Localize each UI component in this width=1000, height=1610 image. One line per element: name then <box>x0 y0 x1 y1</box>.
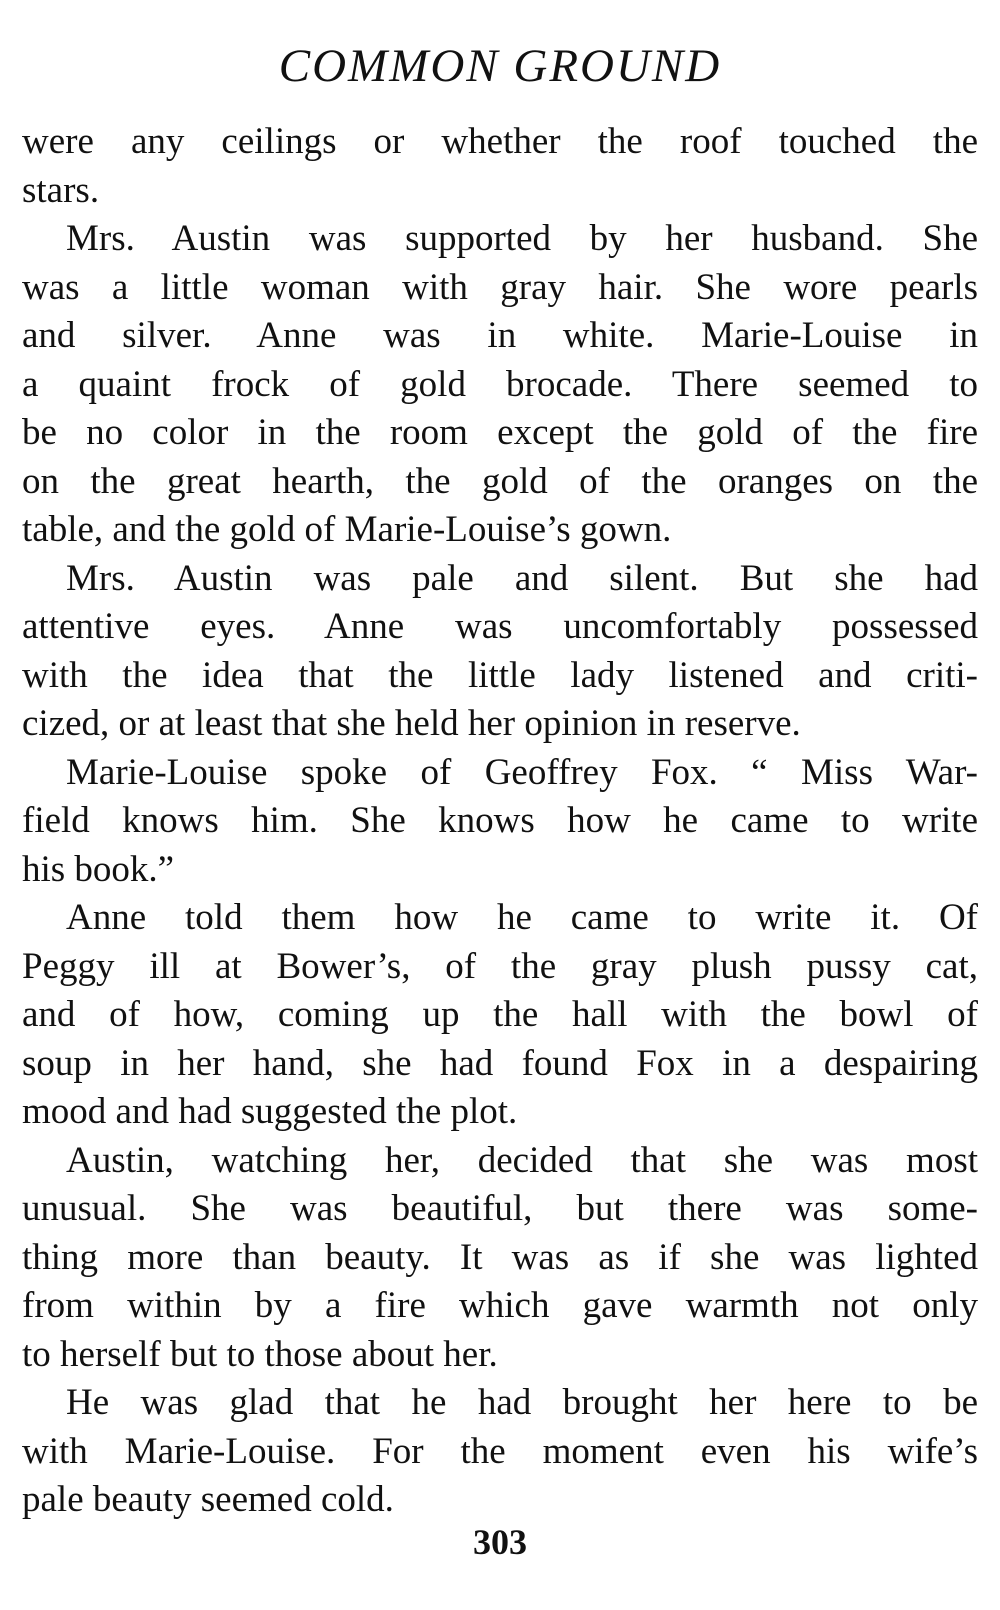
paragraph <box>22 1137 978 1380</box>
paragraph <box>22 215 978 555</box>
text-line: and silver. Anne was in white. Marie-Louise in <box>22 315 978 356</box>
text-line: be no color in the room except the gold of the fire <box>22 412 978 453</box>
text-line: from within by a fire which gave warmth not only <box>22 1285 978 1326</box>
text-line: were any ceilings or whether the roof touched the <box>22 121 978 162</box>
text-line: Mrs. Austin was pale and silent. But she had <box>66 557 978 599</box>
paragraph <box>22 749 978 895</box>
text-line: on the great hearth, the gold of the oranges on the <box>22 460 978 502</box>
paragraph-list <box>22 118 978 1525</box>
body-text <box>22 118 978 1525</box>
text-line: his book.” <box>22 848 175 890</box>
text-line: pale beauty seemed cold. <box>22 1479 394 1520</box>
text-line: Marie-Louise spoke of Geoffrey Fox. “ Miss War- <box>66 751 978 793</box>
text-line: stars. <box>22 169 100 211</box>
text-line: table, and the gold of Marie-Louise’s gown. <box>22 509 672 550</box>
text-line: unusual. She was beautiful, but there was some- <box>22 1188 978 1229</box>
text-line: with the idea that the little lady listened and criti- <box>22 654 978 696</box>
text-line: cized, or at least that she held her opinion in reserve. <box>22 703 801 744</box>
text-line: Anne told them how he came to write it. Of <box>66 897 978 938</box>
text-line: He was glad that he had brought her here to be <box>66 1382 978 1423</box>
page-number: 303 <box>473 1522 527 1562</box>
text-line: attentive eyes. Anne was uncomfortably possessed <box>22 606 978 647</box>
text-line: mood and had suggested the plot. <box>22 1091 518 1132</box>
paragraph <box>22 1379 978 1525</box>
text-line: Peggy ill at Bower’s, of the gray plush pussy cat, <box>22 945 978 987</box>
text-line: Mrs. Austin was supported by her husband. She <box>66 218 978 259</box>
running-head: COMMON GROUND <box>278 40 722 92</box>
text-line: was a little woman with gray hair. She wore pearls <box>22 266 978 308</box>
book-page <box>22 0 978 1610</box>
text-line: soup in her hand, she had found Fox in a despairing <box>22 1042 978 1084</box>
text-line: and of how, coming up the hall with the bowl of <box>22 994 978 1035</box>
paragraph <box>22 118 978 215</box>
text-line: field knows him. She knows how he came to write <box>22 800 978 841</box>
text-line: Austin, watching her, decided that she was most <box>66 1139 978 1181</box>
text-line: thing more than beauty. It was as if she was lighted <box>22 1236 978 1278</box>
text-line: a quaint frock of gold brocade. There seemed to <box>22 363 978 405</box>
paragraph <box>22 894 978 1137</box>
text-line: with Marie-Louise. For the moment even his wife’s <box>22 1430 978 1472</box>
paragraph <box>22 555 978 749</box>
text-line: to herself but to those about her. <box>22 1333 498 1375</box>
